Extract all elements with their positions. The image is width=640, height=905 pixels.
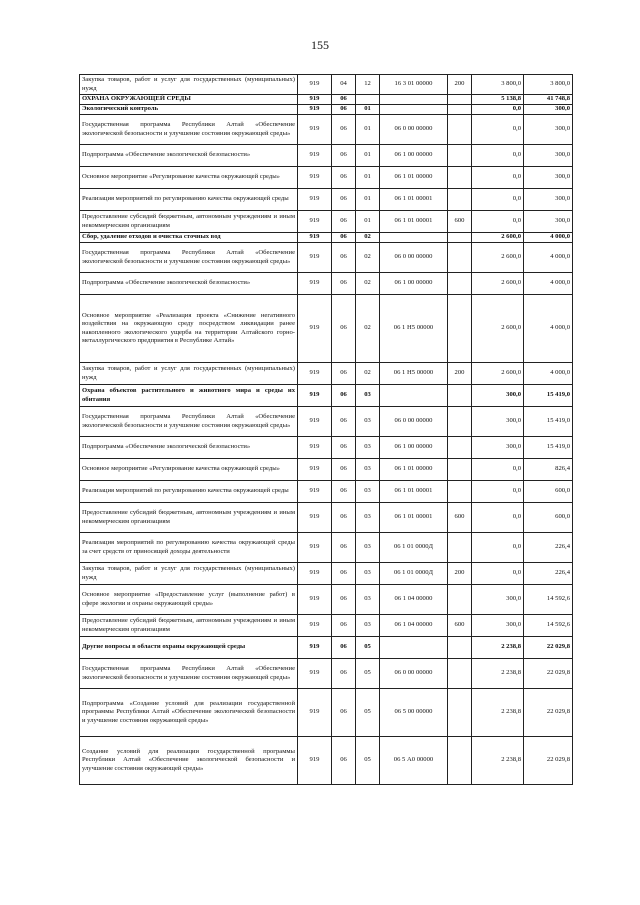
amount-year-2: 4 000,0 xyxy=(524,273,573,295)
ministry-code: 919 xyxy=(298,95,332,105)
table-row xyxy=(80,503,573,533)
table-row xyxy=(80,95,573,105)
table-row xyxy=(80,211,573,233)
target-article-code xyxy=(380,105,448,115)
target-article-code: 06 1 Н5 00000 xyxy=(380,295,448,363)
table-row xyxy=(80,243,573,273)
target-article-code: 06 1 01 00000 xyxy=(380,459,448,481)
table-row xyxy=(80,585,573,615)
row-name: Сбор, удаление отходов и очистка сточных вод xyxy=(80,233,298,243)
amount-year-1: 2 600,0 xyxy=(472,273,524,295)
subsection-code: 03 xyxy=(356,481,380,503)
table-row xyxy=(80,363,573,385)
amount-year-2: 22 029,8 xyxy=(524,659,573,689)
target-article-code: 06 1 00 00000 xyxy=(380,437,448,459)
budget-table xyxy=(79,74,573,785)
target-article-code: 06 1 01 00000 xyxy=(380,167,448,189)
ministry-code: 919 xyxy=(298,533,332,563)
subsection-code xyxy=(356,95,380,105)
table-row xyxy=(80,145,573,167)
amount-year-2: 41 748,8 xyxy=(524,95,573,105)
row-name: Создание условий для реализации государственной программы Республики Алтай «Обеспечение экологической безопасности и улучшение состояния окружающей среды» xyxy=(80,737,298,785)
ministry-code: 919 xyxy=(298,459,332,481)
row-name: Основное мероприятие «Регулирование качества окружающей среды» xyxy=(80,459,298,481)
expense-type-code xyxy=(448,273,472,295)
target-article-code: 06 1 01 00001 xyxy=(380,189,448,211)
target-article-code: 06 1 Н5 00000 xyxy=(380,363,448,385)
target-article-code: 06 1 01 0000Д xyxy=(380,533,448,563)
amount-year-1: 0,0 xyxy=(472,481,524,503)
section-code: 06 xyxy=(332,295,356,363)
expense-type-code xyxy=(448,145,472,167)
expense-type-code: 600 xyxy=(448,503,472,533)
table-row xyxy=(80,737,573,785)
expense-type-code xyxy=(448,295,472,363)
subsection-code: 05 xyxy=(356,659,380,689)
ministry-code: 919 xyxy=(298,407,332,437)
table-row xyxy=(80,437,573,459)
target-article-code: 16 3 01 00000 xyxy=(380,75,448,95)
target-article-code xyxy=(380,95,448,105)
ministry-code: 919 xyxy=(298,75,332,95)
target-article-code xyxy=(380,385,448,407)
ministry-code: 919 xyxy=(298,105,332,115)
section-code: 06 xyxy=(332,189,356,211)
subsection-code: 02 xyxy=(356,233,380,243)
section-code: 06 xyxy=(332,459,356,481)
ministry-code: 919 xyxy=(298,273,332,295)
target-article-code: 06 1 01 00001 xyxy=(380,503,448,533)
expense-type-code xyxy=(448,95,472,105)
amount-year-1: 300,0 xyxy=(472,407,524,437)
target-article-code: 06 0 00 00000 xyxy=(380,115,448,145)
target-article-code xyxy=(380,233,448,243)
expense-type-code xyxy=(448,481,472,503)
target-article-code: 06 1 04 00000 xyxy=(380,615,448,637)
target-article-code: 06 5 А0 00000 xyxy=(380,737,448,785)
row-name: Подпрограмма «Создание условий для реализации государственной программы Республики Алтай «Обеспечение экологической безопасности и улучшение состояния окружающей среды» xyxy=(80,689,298,737)
ministry-code: 919 xyxy=(298,243,332,273)
expense-type-code xyxy=(448,533,472,563)
amount-year-1: 2 238,8 xyxy=(472,659,524,689)
subsection-code: 03 xyxy=(356,437,380,459)
table-row xyxy=(80,385,573,407)
section-code: 06 xyxy=(332,211,356,233)
subsection-code: 01 xyxy=(356,105,380,115)
amount-year-2: 600,0 xyxy=(524,481,573,503)
table-row xyxy=(80,459,573,481)
amount-year-1: 0,0 xyxy=(472,459,524,481)
amount-year-2: 4 000,0 xyxy=(524,295,573,363)
amount-year-1: 3 800,0 xyxy=(472,75,524,95)
expense-type-code xyxy=(448,243,472,273)
subsection-code: 03 xyxy=(356,503,380,533)
expense-type-code xyxy=(448,233,472,243)
row-name: Предоставление субсидий бюджетным, автономным учреждениям и иным некоммерческим организациям xyxy=(80,615,298,637)
subsection-code: 02 xyxy=(356,273,380,295)
row-name: Реализация мероприятий по регулированию качества окружающей среды xyxy=(80,189,298,211)
section-code: 06 xyxy=(332,637,356,659)
section-code: 06 xyxy=(332,145,356,167)
table-body xyxy=(80,75,573,785)
target-article-code: 06 1 01 00001 xyxy=(380,211,448,233)
expense-type-code: 600 xyxy=(448,211,472,233)
table-row xyxy=(80,533,573,563)
row-name: Закупка товаров, работ и услуг для государственных (муниципальных) нужд xyxy=(80,75,298,95)
ministry-code: 919 xyxy=(298,637,332,659)
section-code: 06 xyxy=(332,273,356,295)
subsection-code: 03 xyxy=(356,459,380,481)
expense-type-code: 600 xyxy=(448,615,472,637)
amount-year-2: 4 000,0 xyxy=(524,243,573,273)
row-name: Подпрограмма «Обеспечение экологической безопасности» xyxy=(80,145,298,167)
section-code: 06 xyxy=(332,481,356,503)
amount-year-2: 300,0 xyxy=(524,167,573,189)
subsection-code: 01 xyxy=(356,115,380,145)
section-code: 06 xyxy=(332,503,356,533)
expense-type-code xyxy=(448,459,472,481)
amount-year-1: 2 238,8 xyxy=(472,689,524,737)
ministry-code: 919 xyxy=(298,659,332,689)
section-code: 06 xyxy=(332,585,356,615)
ministry-code: 919 xyxy=(298,385,332,407)
subsection-code: 03 xyxy=(356,407,380,437)
row-name: Экологический контроль xyxy=(80,105,298,115)
page-number: 155 xyxy=(311,38,329,52)
ministry-code: 919 xyxy=(298,233,332,243)
amount-year-1: 0,0 xyxy=(472,211,524,233)
subsection-code: 05 xyxy=(356,737,380,785)
table-row xyxy=(80,233,573,243)
expense-type-code xyxy=(448,737,472,785)
table-row xyxy=(80,273,573,295)
expense-type-code xyxy=(448,689,472,737)
row-name: Охрана объектов растительного и животного мира и среды их обитания xyxy=(80,385,298,407)
row-name: Предоставление субсидий бюджетным, автономным учреждениям и иным некоммерческим организациям xyxy=(80,211,298,233)
ministry-code: 919 xyxy=(298,503,332,533)
expense-type-code xyxy=(448,385,472,407)
amount-year-2: 14 592,6 xyxy=(524,615,573,637)
table-row xyxy=(80,167,573,189)
row-name: Основное мероприятие «Предоставление услуг (выполнение работ) в сфере экологии и охраны окружающей среды» xyxy=(80,585,298,615)
amount-year-1: 0,0 xyxy=(472,167,524,189)
expense-type-code: 200 xyxy=(448,563,472,585)
amount-year-2: 226,4 xyxy=(524,563,573,585)
table-row xyxy=(80,105,573,115)
section-code: 06 xyxy=(332,243,356,273)
section-code: 06 xyxy=(332,437,356,459)
subsection-code: 01 xyxy=(356,211,380,233)
row-name: Государственная программа Республики Алтай «Обеспечение экологической безопасности и улучшение состояния окружающей среды» xyxy=(80,115,298,145)
subsection-code: 03 xyxy=(356,385,380,407)
target-article-code: 06 1 00 00000 xyxy=(380,145,448,167)
subsection-code: 05 xyxy=(356,637,380,659)
section-code: 06 xyxy=(332,95,356,105)
expense-type-code xyxy=(448,105,472,115)
expense-type-code xyxy=(448,637,472,659)
amount-year-1: 2 600,0 xyxy=(472,243,524,273)
table-row xyxy=(80,407,573,437)
row-name: Государственная программа Республики Алтай «Обеспечение экологической безопасности и улучшение состояния окружающей среды» xyxy=(80,243,298,273)
ministry-code: 919 xyxy=(298,211,332,233)
target-article-code: 06 0 00 00000 xyxy=(380,407,448,437)
row-name: Предоставление субсидий бюджетным, автономным учреждениям и иным некоммерческим организациям xyxy=(80,503,298,533)
row-name: Государственная программа Республики Алтай «Обеспечение экологической безопасности и улучшение состояния окружающей среды» xyxy=(80,659,298,689)
ministry-code: 919 xyxy=(298,563,332,585)
ministry-code: 919 xyxy=(298,189,332,211)
section-code: 06 xyxy=(332,115,356,145)
table-row xyxy=(80,481,573,503)
amount-year-2: 300,0 xyxy=(524,145,573,167)
amount-year-2: 22 029,8 xyxy=(524,637,573,659)
amount-year-1: 300,0 xyxy=(472,615,524,637)
table-row xyxy=(80,563,573,585)
section-code: 06 xyxy=(332,363,356,385)
row-name: Подпрограмма «Обеспечение экологической безопасности» xyxy=(80,273,298,295)
section-code: 06 xyxy=(332,167,356,189)
amount-year-2: 600,0 xyxy=(524,503,573,533)
subsection-code: 03 xyxy=(356,563,380,585)
target-article-code: 06 1 01 0000Д xyxy=(380,563,448,585)
target-article-code: 06 0 00 00000 xyxy=(380,243,448,273)
amount-year-1: 2 600,0 xyxy=(472,363,524,385)
expense-type-code xyxy=(448,167,472,189)
section-code: 06 xyxy=(332,385,356,407)
expense-type-code xyxy=(448,189,472,211)
ministry-code: 919 xyxy=(298,585,332,615)
target-article-code xyxy=(380,637,448,659)
subsection-code: 01 xyxy=(356,167,380,189)
table-row xyxy=(80,295,573,363)
amount-year-2: 22 029,8 xyxy=(524,737,573,785)
ministry-code: 919 xyxy=(298,363,332,385)
table-row xyxy=(80,637,573,659)
target-article-code: 06 0 00 00000 xyxy=(380,659,448,689)
row-name: Реализация мероприятий по регулированию качества окружающей среды xyxy=(80,481,298,503)
amount-year-2: 14 592,6 xyxy=(524,585,573,615)
section-code: 06 xyxy=(332,563,356,585)
amount-year-1: 300,0 xyxy=(472,385,524,407)
ministry-code: 919 xyxy=(298,437,332,459)
amount-year-1: 0,0 xyxy=(472,189,524,211)
row-name: Подпрограмма «Обеспечение экологической безопасности» xyxy=(80,437,298,459)
table-row xyxy=(80,115,573,145)
amount-year-2: 300,0 xyxy=(524,211,573,233)
row-name: Другие вопросы в области охраны окружающей среды xyxy=(80,637,298,659)
amount-year-1: 0,0 xyxy=(472,533,524,563)
subsection-code: 01 xyxy=(356,145,380,167)
expense-type-code xyxy=(448,115,472,145)
target-article-code: 06 1 01 00001 xyxy=(380,481,448,503)
ministry-code: 919 xyxy=(298,167,332,189)
amount-year-1: 0,0 xyxy=(472,503,524,533)
table-row xyxy=(80,75,573,95)
section-code: 06 xyxy=(332,533,356,563)
subsection-code: 12 xyxy=(356,75,380,95)
section-code: 06 xyxy=(332,689,356,737)
amount-year-2: 15 419,0 xyxy=(524,407,573,437)
subsection-code: 03 xyxy=(356,533,380,563)
ministry-code: 919 xyxy=(298,481,332,503)
table-row xyxy=(80,659,573,689)
section-code: 04 xyxy=(332,75,356,95)
ministry-code: 919 xyxy=(298,145,332,167)
table-row xyxy=(80,615,573,637)
table-row xyxy=(80,689,573,737)
subsection-code: 03 xyxy=(356,585,380,615)
subsection-code: 01 xyxy=(356,189,380,211)
section-code: 06 xyxy=(332,659,356,689)
ministry-code: 919 xyxy=(298,295,332,363)
amount-year-2: 3 800,0 xyxy=(524,75,573,95)
ministry-code: 919 xyxy=(298,115,332,145)
ministry-code: 919 xyxy=(298,737,332,785)
amount-year-1: 2 600,0 xyxy=(472,295,524,363)
row-name: ОХРАНА ОКРУЖАЮЩЕЙ СРЕДЫ xyxy=(80,95,298,105)
table-row xyxy=(80,189,573,211)
amount-year-2: 15 419,0 xyxy=(524,437,573,459)
amount-year-1: 0,0 xyxy=(472,105,524,115)
amount-year-1: 2 600,0 xyxy=(472,233,524,243)
row-name: Государственная программа Республики Алтай «Обеспечение экологической безопасности и улучшение состояния окружающей среды» xyxy=(80,407,298,437)
amount-year-2: 300,0 xyxy=(524,189,573,211)
row-name: Реализация мероприятий по регулированию качества окружающей среды за счет средств от приносящей доходы деятельности xyxy=(80,533,298,563)
target-article-code: 06 5 00 00000 xyxy=(380,689,448,737)
amount-year-2: 226,4 xyxy=(524,533,573,563)
amount-year-2: 15 419,0 xyxy=(524,385,573,407)
section-code: 06 xyxy=(332,615,356,637)
amount-year-2: 826,4 xyxy=(524,459,573,481)
amount-year-1: 300,0 xyxy=(472,585,524,615)
expense-type-code xyxy=(448,407,472,437)
subsection-code: 02 xyxy=(356,295,380,363)
amount-year-1: 5 138,8 xyxy=(472,95,524,105)
expense-type-code: 200 xyxy=(448,75,472,95)
row-name: Основное мероприятие «Регулирование качества окружающей среды» xyxy=(80,167,298,189)
subsection-code: 03 xyxy=(356,615,380,637)
amount-year-2: 300,0 xyxy=(524,105,573,115)
row-name: Основное мероприятие «Реализация проекта «Снижение негативного воздействия на окружающую среду посредством ликвидации ранее накопленного экологического ущерба на территории Алтайского горно-металлургического предприятия в Республике Алтай» xyxy=(80,295,298,363)
section-code: 06 xyxy=(332,407,356,437)
subsection-code: 02 xyxy=(356,243,380,273)
expense-type-code xyxy=(448,437,472,459)
amount-year-2: 300,0 xyxy=(524,115,573,145)
expense-type-code xyxy=(448,659,472,689)
amount-year-1: 0,0 xyxy=(472,563,524,585)
amount-year-2: 4 000,0 xyxy=(524,363,573,385)
amount-year-2: 4 000,0 xyxy=(524,233,573,243)
section-code: 06 xyxy=(332,105,356,115)
expense-type-code: 200 xyxy=(448,363,472,385)
target-article-code: 06 1 04 00000 xyxy=(380,585,448,615)
amount-year-2: 22 029,8 xyxy=(524,689,573,737)
subsection-code: 05 xyxy=(356,689,380,737)
amount-year-1: 2 238,8 xyxy=(472,637,524,659)
section-code: 06 xyxy=(332,233,356,243)
amount-year-1: 300,0 xyxy=(472,437,524,459)
target-article-code: 06 1 00 00000 xyxy=(380,273,448,295)
amount-year-1: 0,0 xyxy=(472,145,524,167)
amount-year-1: 0,0 xyxy=(472,115,524,145)
section-code: 06 xyxy=(332,737,356,785)
amount-year-1: 2 238,8 xyxy=(472,737,524,785)
subsection-code: 02 xyxy=(356,363,380,385)
ministry-code: 919 xyxy=(298,689,332,737)
row-name: Закупка товаров, работ и услуг для государственных (муниципальных) нужд xyxy=(80,563,298,585)
expense-type-code xyxy=(448,585,472,615)
row-name: Закупка товаров, работ и услуг для государственных (муниципальных) нужд xyxy=(80,363,298,385)
ministry-code: 919 xyxy=(298,615,332,637)
